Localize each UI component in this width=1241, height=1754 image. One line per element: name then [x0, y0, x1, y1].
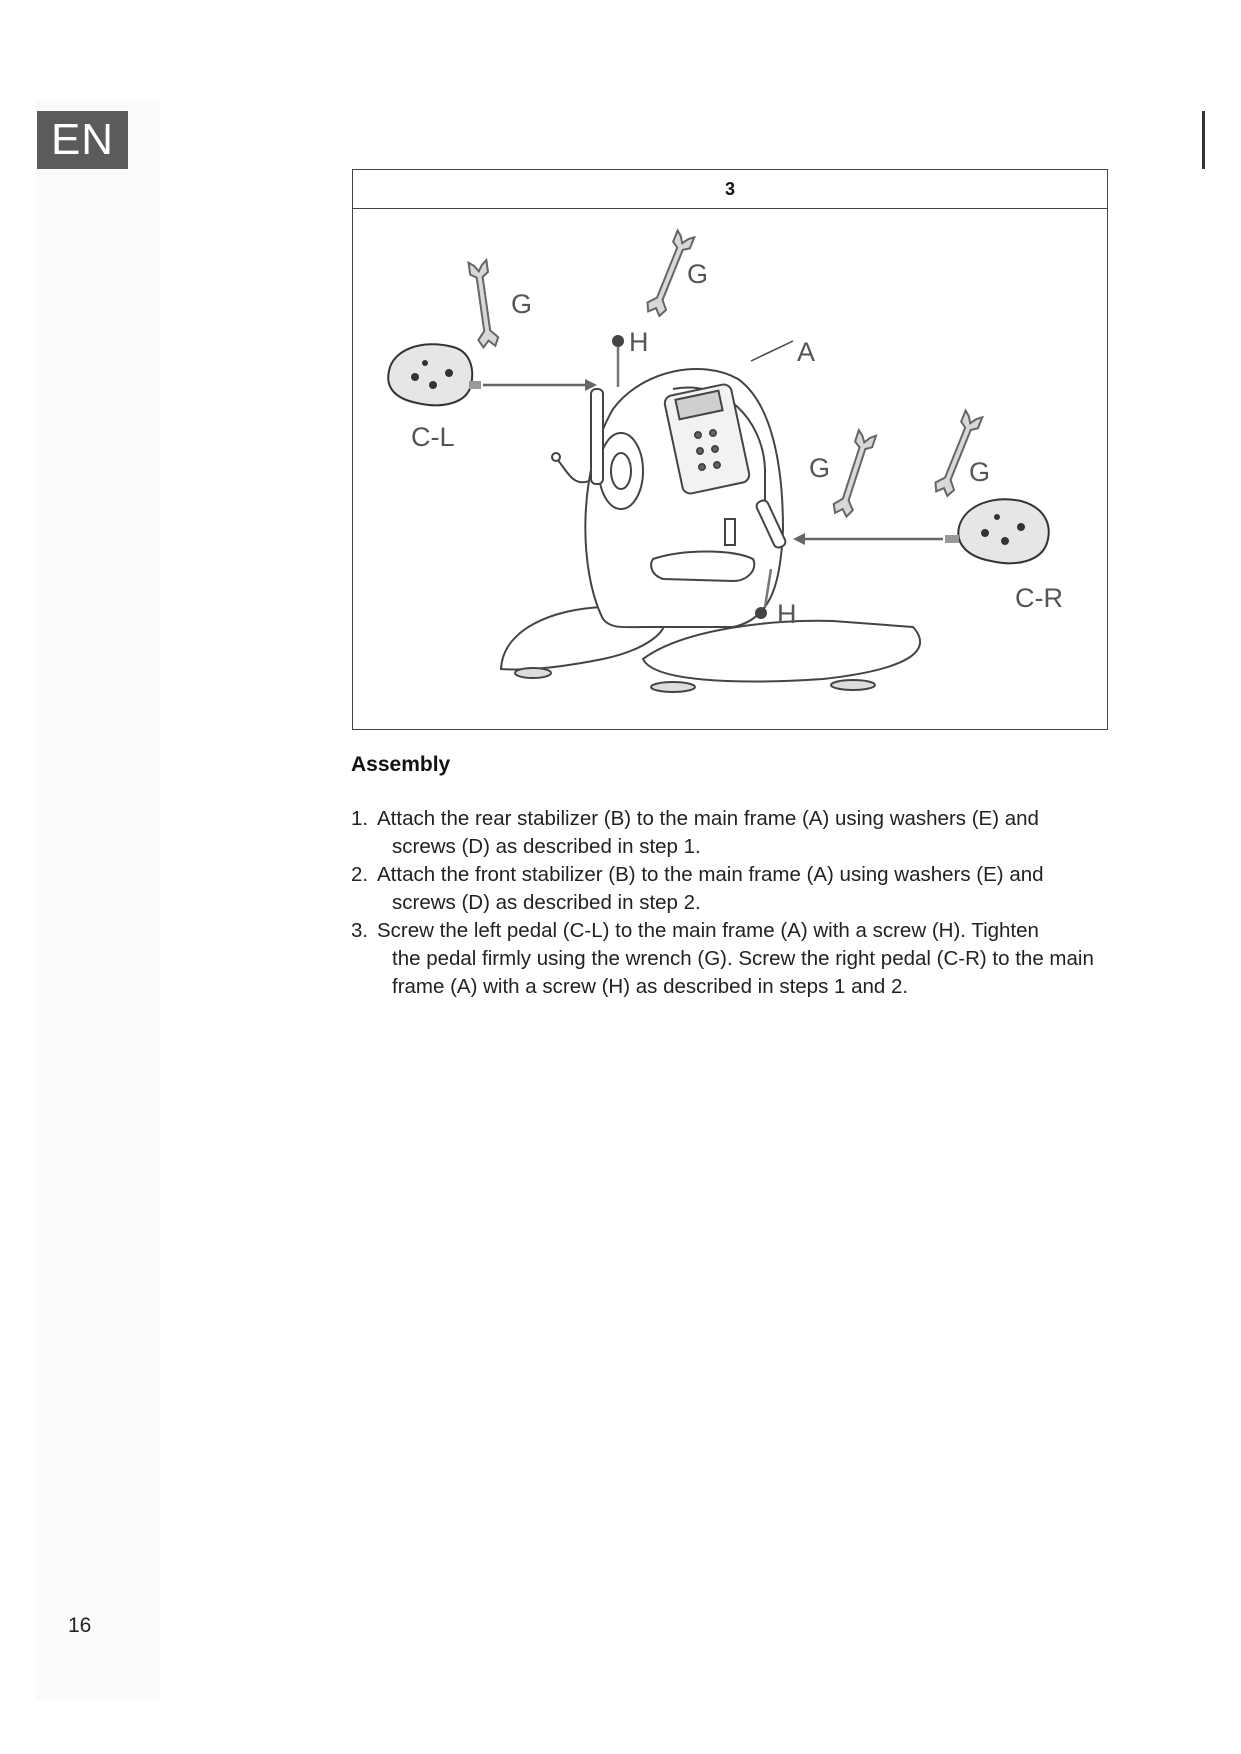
arrow-head: [793, 533, 805, 545]
side-margin-strip: [36, 100, 160, 1700]
list-item: [351, 861, 1111, 917]
step-text: [377, 917, 1111, 1001]
step-number: 1.: [351, 807, 369, 830]
step-continuation: screws (D) as described in step 1.: [392, 835, 701, 858]
leader-line: [751, 341, 793, 361]
language-tab: EN: [37, 111, 128, 169]
left-pedal-label: C-L: [411, 422, 455, 452]
screw-label-h: H: [777, 599, 797, 629]
page-number: 16: [68, 1614, 92, 1637]
assembly-steps: [351, 805, 1111, 1001]
exercise-bike-diagram: [353, 209, 1106, 729]
step-first-line: Screw the left pedal (C-L) to the main frame (A) with a screw (H). Tighten: [377, 919, 1039, 942]
section-title: Assembly: [351, 753, 451, 776]
main-frame: [501, 369, 920, 692]
screw-label-h: H: [629, 327, 649, 357]
assembly-figure: [352, 169, 1108, 730]
right-pedal-label: C-R: [1015, 583, 1063, 613]
step-text: [377, 861, 1111, 917]
screw-icon: [612, 335, 624, 387]
wrench-icon: [831, 430, 877, 518]
right-pedal: [945, 499, 1049, 563]
step-continuation: screws (D) as described in step 2.: [392, 891, 701, 914]
list-item: [351, 805, 1111, 861]
page-edge-marker: [1202, 111, 1205, 169]
left-pedal: [388, 344, 481, 405]
step-first-line: Attach the rear stabilizer (B) to the main frame (A) using washers (E) and: [377, 807, 1039, 830]
step-first-line: Attach the front stabilizer (B) to the main frame (A) using washers (E) and: [377, 863, 1044, 886]
wrench-label-g: G: [809, 453, 831, 483]
step-number: 2.: [351, 863, 369, 886]
step-number: 3.: [351, 919, 369, 942]
wrench-label-g: G: [687, 259, 709, 289]
list-item: [351, 917, 1111, 1001]
step-continuation: the pedal firmly using the wrench (G). Screw the right pedal (C-R) to the main frame (A) with a screw (H) as described in steps 1 and 2.: [392, 947, 1094, 998]
wrench-label-g: G: [969, 457, 991, 487]
figure-step-number: 3: [353, 170, 1107, 209]
wrench-icon: [468, 260, 500, 348]
step-text: [377, 805, 1111, 861]
main-frame-label-a: A: [797, 337, 816, 367]
wrench-label-g: G: [511, 289, 533, 319]
